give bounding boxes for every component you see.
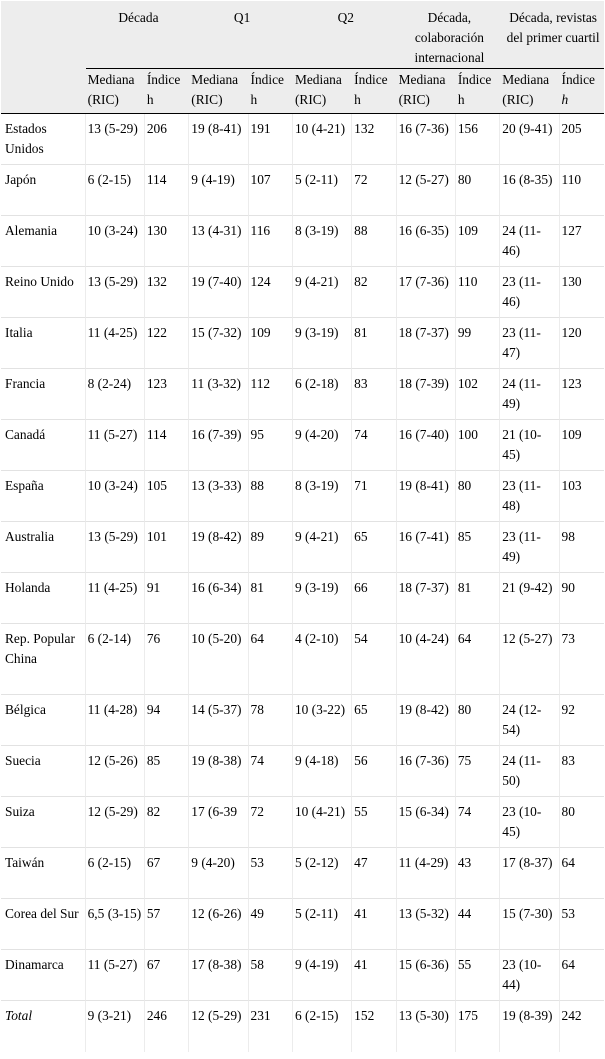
median-cell: 16 (7-36) [397,114,456,165]
index-h-cell: 120 [560,318,605,369]
median-cell: 8 (3-19) [293,471,352,522]
table-body [1,114,604,1052]
median-cell: 9 (4-19) [293,950,352,1001]
index-h-cell: 109 [249,318,293,369]
median-cell: 11 (4-25) [86,573,145,624]
country-cell: Japón [1,165,86,216]
median-cell: 13 (5-30) [397,1001,456,1052]
median-cell: 11 (4-29) [397,848,456,899]
median-cell: 13 (4-31) [189,216,248,267]
country-cell: Estados Unidos [1,114,86,165]
index-h-cell: 74 [456,797,500,848]
median-cell: 18 (7-37) [397,318,456,369]
index-h-cell: 132 [352,114,396,165]
median-cell: 9 (4-21) [293,267,352,318]
median-header: Mediana (RIC) [397,69,456,114]
index-h-cell: 66 [352,573,396,624]
index-h-cell: 122 [145,318,189,369]
index-h-header: Índice h [352,69,396,114]
index-h-cell: 65 [352,695,396,746]
index-h-cell: 94 [145,695,189,746]
median-cell: 9 (3-19) [293,318,352,369]
corner-cell [1,1,86,69]
median-cell: 12 (5-29) [86,797,145,848]
index-h-cell: 81 [352,318,396,369]
median-cell: 21 (10-45) [500,420,559,471]
index-h-cell: 90 [560,573,605,624]
median-cell: 5 (2-12) [293,848,352,899]
median-cell: 16 (7-36) [397,746,456,797]
index-h-cell: 83 [352,369,396,420]
median-cell: 16 (8-35) [500,165,559,216]
median-cell: 13 (5-29) [86,114,145,165]
country-cell: Holanda [1,573,86,624]
index-h-cell: 91 [145,573,189,624]
index-h-cell: 43 [456,848,500,899]
country-cell: Suecia [1,746,86,797]
median-cell: 15 (7-30) [500,899,559,950]
median-cell: 23 (11-47) [500,318,559,369]
index-h-cell: 130 [145,216,189,267]
median-cell: 15 (7-32) [189,318,248,369]
index-h-header: Índice h [456,69,500,114]
index-h-cell: 112 [249,369,293,420]
index-h-cell: 123 [145,369,189,420]
median-cell: 15 (6-36) [397,950,456,1001]
table-row [1,573,604,624]
index-h-cell: 55 [352,797,396,848]
index-h-cell: 55 [456,950,500,1001]
median-cell: 9 (4-21) [293,522,352,573]
index-h-cell: 83 [560,746,605,797]
index-h-cell: 41 [352,899,396,950]
index-h-cell: 109 [560,420,605,471]
total-row [1,1001,604,1052]
median-cell: 17 (6-39 [189,797,248,848]
median-cell: 23 (10-45) [500,797,559,848]
median-cell: 12 (5-27) [397,165,456,216]
index-h-cell: 246 [145,1001,189,1052]
median-header: Mediana (RIC) [86,69,145,114]
median-cell: 11 (4-25) [86,318,145,369]
table-row [1,420,604,471]
median-cell: 12 (6-26) [189,899,248,950]
index-h-cell: 82 [352,267,396,318]
median-cell: 4 (2-10) [293,624,352,695]
index-h-cell: 206 [145,114,189,165]
country-cell: Australia [1,522,86,573]
median-cell: 14 (5-37) [189,695,248,746]
sub-header-row [1,69,604,114]
index-h-cell: 100 [456,420,500,471]
index-h-cell: 64 [456,624,500,695]
group-header-row [1,1,604,69]
index-h-header: Índice h [145,69,189,114]
index-h-cell: 72 [249,797,293,848]
country-cell: Suiza [1,797,86,848]
median-cell: 8 (3-19) [293,216,352,267]
median-cell: 19 (8-41) [189,114,248,165]
index-h-cell: 107 [249,165,293,216]
index-h-cell: 92 [560,695,605,746]
index-h-cell: 101 [145,522,189,573]
median-cell: 9 (3-19) [293,573,352,624]
median-cell: 24 (12-54) [500,695,559,746]
median-cell: 10 (5-20) [189,624,248,695]
median-cell: 20 (9-41) [500,114,559,165]
group-header: Década, revistas del primer cuartil [500,1,604,69]
median-cell: 9 (4-20) [293,420,352,471]
index-h-cell: 127 [560,216,605,267]
index-h-cell: 88 [249,471,293,522]
median-cell: 9 (4-19) [189,165,248,216]
table-row [1,899,604,950]
median-cell: 10 (4-21) [293,114,352,165]
index-h-cell: 44 [456,899,500,950]
median-cell: 11 (5-27) [86,950,145,1001]
table-row [1,165,604,216]
median-cell: 9 (4-18) [293,746,352,797]
index-h-cell: 130 [560,267,605,318]
median-cell: 11 (5-27) [86,420,145,471]
index-h-cell: 191 [249,114,293,165]
table-row [1,695,604,746]
median-cell: 23 (11-48) [500,471,559,522]
indicators-table [1,1,604,1052]
index-h-cell: 231 [249,1001,293,1052]
index-h-cell: 85 [145,746,189,797]
median-cell: 10 (4-24) [397,624,456,695]
median-cell: 23 (11-49) [500,522,559,573]
index-h-cell: 114 [145,420,189,471]
index-h-cell: 76 [145,624,189,695]
index-h-cell: 49 [249,899,293,950]
median-cell: 11 (4-28) [86,695,145,746]
table-row [1,746,604,797]
country-cell: Canadá [1,420,86,471]
median-cell: 12 (5-27) [500,624,559,695]
median-cell: 13 (3-33) [189,471,248,522]
table-row [1,950,604,1001]
median-cell: 10 (3-24) [86,216,145,267]
median-cell: 19 (8-41) [397,471,456,522]
corner-cell [1,69,86,114]
index-h-cell: 175 [456,1001,500,1052]
median-cell: 16 (7-39) [189,420,248,471]
country-cell: Francia [1,369,86,420]
median-cell: 15 (6-34) [397,797,456,848]
table-row [1,369,604,420]
index-h-header: Índice h [560,69,605,114]
index-h-cell: 74 [249,746,293,797]
group-header: Q2 [293,1,397,69]
median-cell: 13 (5-29) [86,267,145,318]
index-h-cell: 73 [560,624,605,695]
index-h-cell: 81 [249,573,293,624]
table-row [1,318,604,369]
index-h-cell: 74 [352,420,396,471]
index-h-cell: 64 [560,950,605,1001]
group-header: Q1 [189,1,293,69]
median-cell: 16 (7-40) [397,420,456,471]
median-cell: 17 (8-38) [189,950,248,1001]
index-h-cell: 89 [249,522,293,573]
median-cell: 6 (2-15) [86,165,145,216]
median-cell: 10 (4-21) [293,797,352,848]
index-h-cell: 88 [352,216,396,267]
table-row [1,624,604,695]
median-cell: 6 (2-15) [86,848,145,899]
index-h-cell: 78 [249,695,293,746]
group-header: Década, colaboración internacional [397,1,501,69]
index-h-cell: 80 [456,695,500,746]
median-cell: 24 (11-46) [500,216,559,267]
table-row [1,216,604,267]
country-cell: Rep. Popular China [1,624,86,695]
table-row [1,267,604,318]
median-cell: 23 (11-46) [500,267,559,318]
country-cell: Taiwán [1,848,86,899]
index-h-cell: 156 [456,114,500,165]
country-cell: Italia [1,318,86,369]
median-cell: 21 (9-42) [500,573,559,624]
median-cell: 6 (2-15) [293,1001,352,1052]
index-h-cell: 98 [560,522,605,573]
index-h-cell: 152 [352,1001,396,1052]
index-h-cell: 102 [456,369,500,420]
median-cell: 5 (2-11) [293,899,352,950]
index-h-cell: 53 [249,848,293,899]
median-cell: 16 (7-41) [397,522,456,573]
median-cell: 12 (5-29) [189,1001,248,1052]
index-h-cell: 58 [249,950,293,1001]
median-cell: 18 (7-39) [397,369,456,420]
index-h-cell: 205 [560,114,605,165]
index-h-cell: 56 [352,746,396,797]
country-cell: Bélgica [1,695,86,746]
country-cell: Reino Unido [1,267,86,318]
index-h-cell: 99 [456,318,500,369]
index-h-cell: 110 [456,267,500,318]
index-h-cell: 80 [560,797,605,848]
median-cell: 10 (3-24) [86,471,145,522]
median-header: Mediana (RIC) [293,69,352,114]
median-cell: 24 (11-49) [500,369,559,420]
index-h-cell: 242 [561,1008,582,1023]
median-cell: 16 (6-34) [189,573,248,624]
index-h-cell: 116 [249,216,293,267]
median-cell: 19 (8-38) [189,746,248,797]
index-h-cell: 123 [560,369,605,420]
median-cell: 16 (6-35) [397,216,456,267]
index-h-cell: 114 [145,165,189,216]
group-header: Década [86,1,190,69]
country-cell: Total [1,1001,86,1052]
median-cell: 11 (3-32) [189,369,248,420]
index-h-header: Índice h [249,69,293,114]
index-h-cell: 105 [145,471,189,522]
median-header: Mediana (RIC) [189,69,248,114]
country-cell: Alemania [1,216,86,267]
median-cell: 13 (5-29) [86,522,145,573]
index-h-cell: 72 [352,165,396,216]
median-cell: 19 (8-42) [189,522,248,573]
median-cell: 9 (3-21) [86,1001,145,1052]
median-cell: 19 (7-40) [189,267,248,318]
index-h-cell: 103 [560,471,605,522]
median-cell: 6 (2-18) [293,369,352,420]
country-cell: Dinamarca [1,950,86,1001]
table-row [1,797,604,848]
index-h-cell: 132 [145,267,189,318]
median-cell: 9 (4-20) [189,848,248,899]
table-row [1,471,604,522]
index-h-cell: 75 [456,746,500,797]
median-cell: 6,5 (3-15) [86,899,145,950]
index-h-cell: 64 [560,848,605,899]
index-h-cell: 110 [560,165,605,216]
index-h-cell: 80 [456,165,500,216]
median-cell: 8 (2-24) [86,369,145,420]
index-h-cell: 80 [456,471,500,522]
median-cell: 19 (8-39) [500,1001,559,1052]
index-h-cell: 85 [456,522,500,573]
median-cell: 19 (8-42) [397,695,456,746]
index-h-cell: 65 [352,522,396,573]
median-cell: 17 (8-37) [500,848,559,899]
median-cell: 24 (11-50) [500,746,559,797]
median-header: Mediana (RIC) [500,69,559,114]
index-h-cell: 67 [145,848,189,899]
median-cell: 12 (5-26) [86,746,145,797]
median-cell: 17 (7-36) [397,267,456,318]
index-h-cell: 41 [352,950,396,1001]
index-h-cell: 64 [249,624,293,695]
index-h-cell: 81 [456,573,500,624]
index-h-cell: 124 [249,267,293,318]
index-h-cell: 95 [249,420,293,471]
index-h-cell: 54 [352,624,396,695]
index-h-cell: 67 [145,950,189,1001]
median-cell: 23 (10-44) [500,950,559,1001]
index-h-cell: 71 [352,471,396,522]
index-h-cell: 47 [352,848,396,899]
country-cell: España [1,471,86,522]
table-row [1,114,604,165]
median-cell: 6 (2-14) [86,624,145,695]
index-h-cell: 82 [145,797,189,848]
table-row [1,848,604,899]
index-h-cell: 109 [456,216,500,267]
median-cell: 13 (5-32) [397,899,456,950]
index-h-cell: 53 [560,899,605,950]
median-cell: 10 (3-22) [293,695,352,746]
country-cell: Corea del Sur [1,899,86,950]
table-row [1,522,604,573]
median-cell: 5 (2-11) [293,165,352,216]
index-h-cell: 57 [145,899,189,950]
median-cell: 18 (7-37) [397,573,456,624]
